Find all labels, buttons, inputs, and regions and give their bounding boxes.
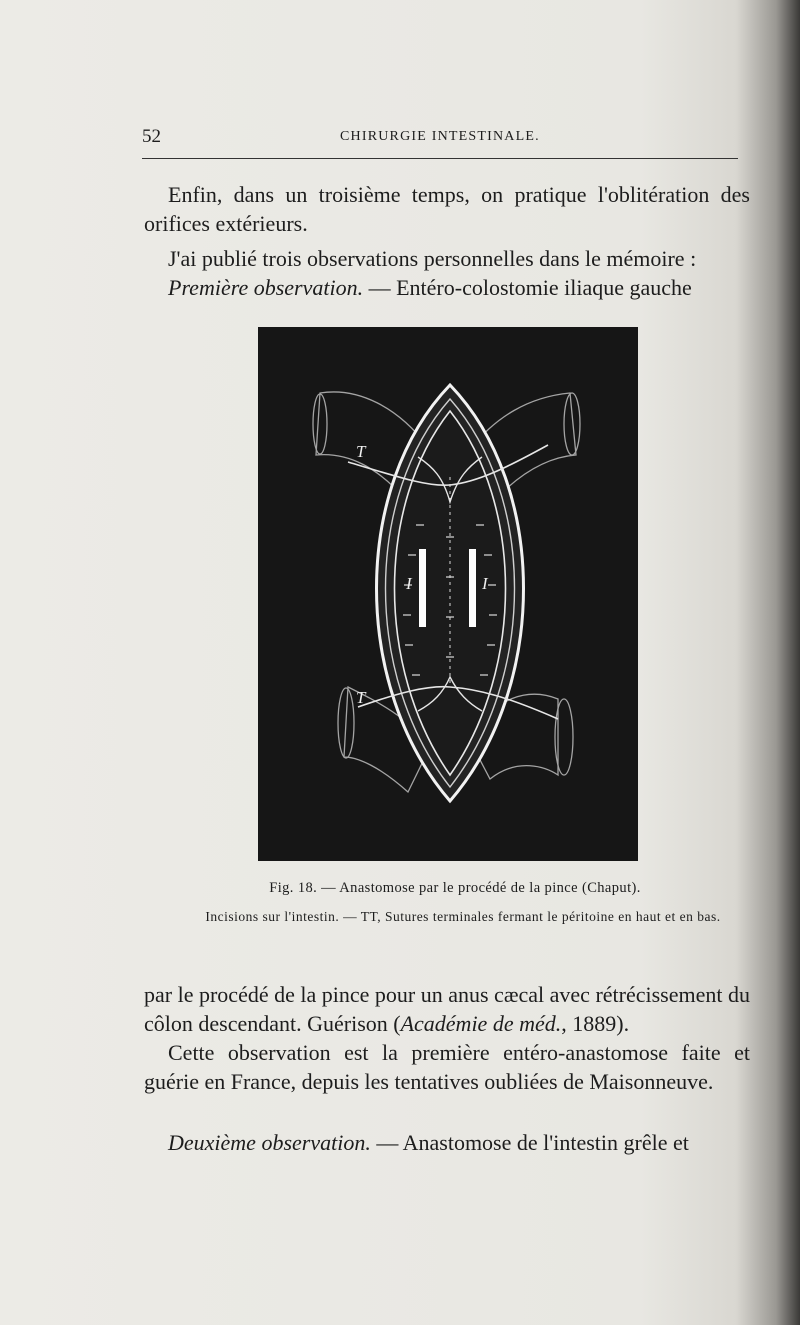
figure-caption-legend: Incisions sur l'intestin. — TT, Sutures terminales fermant le péritoine en haut et en bas. bbox=[205, 909, 721, 924]
paragraph-cette-observation: Cette observation est la première entéro-anastomose faite et guérie en France, depuis les tentatives oubliées de Maisonneuve. bbox=[144, 1040, 750, 1094]
figure-caption-title: Fig. 18. — Anastomose par le procédé de la pince (Chaput). bbox=[269, 880, 641, 896]
bowel-end-upper-right bbox=[564, 393, 580, 455]
deuxieme-observation-heading: Deuxième observation. bbox=[168, 1130, 371, 1155]
paragraph-premiere-observation bbox=[144, 273, 750, 302]
procede-pince-text: par le procédé de la pince pour un anus cæcal avec rétrécissement du côlon descendant. Guérison ( bbox=[144, 982, 750, 1036]
paragraph-publie: J'ai publié trois observations personnelles dans le mémoire : bbox=[168, 246, 697, 271]
deuxieme-observation-text: — Anastomose de l'intestin grêle et bbox=[370, 1130, 689, 1155]
running-title: CHIRURGIE INTESTINALE. bbox=[340, 129, 540, 144]
page-number: 52 bbox=[142, 126, 161, 147]
figure-anastomosis-illustration bbox=[258, 327, 638, 861]
label-T-bottom: T bbox=[356, 688, 366, 707]
incision-left bbox=[419, 549, 426, 627]
anastomosis-drawing bbox=[258, 327, 638, 861]
academie-reference: Académie de méd. bbox=[400, 1011, 562, 1036]
label-I-right: I bbox=[482, 574, 488, 593]
premiere-observation-heading: Première observation. bbox=[168, 275, 364, 300]
running-header bbox=[142, 126, 742, 150]
paragraph-procede-pince bbox=[144, 980, 750, 1038]
paragraph-enfin: Enfin, dans un troisième temps, on pratique l'oblitération des orifices extérieurs. bbox=[144, 182, 750, 236]
premiere-observation-text: — Entéro-colostomie iliaque gauche bbox=[363, 275, 692, 300]
incision-right bbox=[469, 549, 476, 627]
label-T-top: T bbox=[356, 442, 366, 461]
header-rule bbox=[142, 158, 738, 159]
paragraph-deuxieme-observation bbox=[144, 1128, 750, 1157]
label-I-left: I bbox=[406, 574, 412, 593]
procede-pince-year: , 1889). bbox=[561, 1011, 630, 1036]
